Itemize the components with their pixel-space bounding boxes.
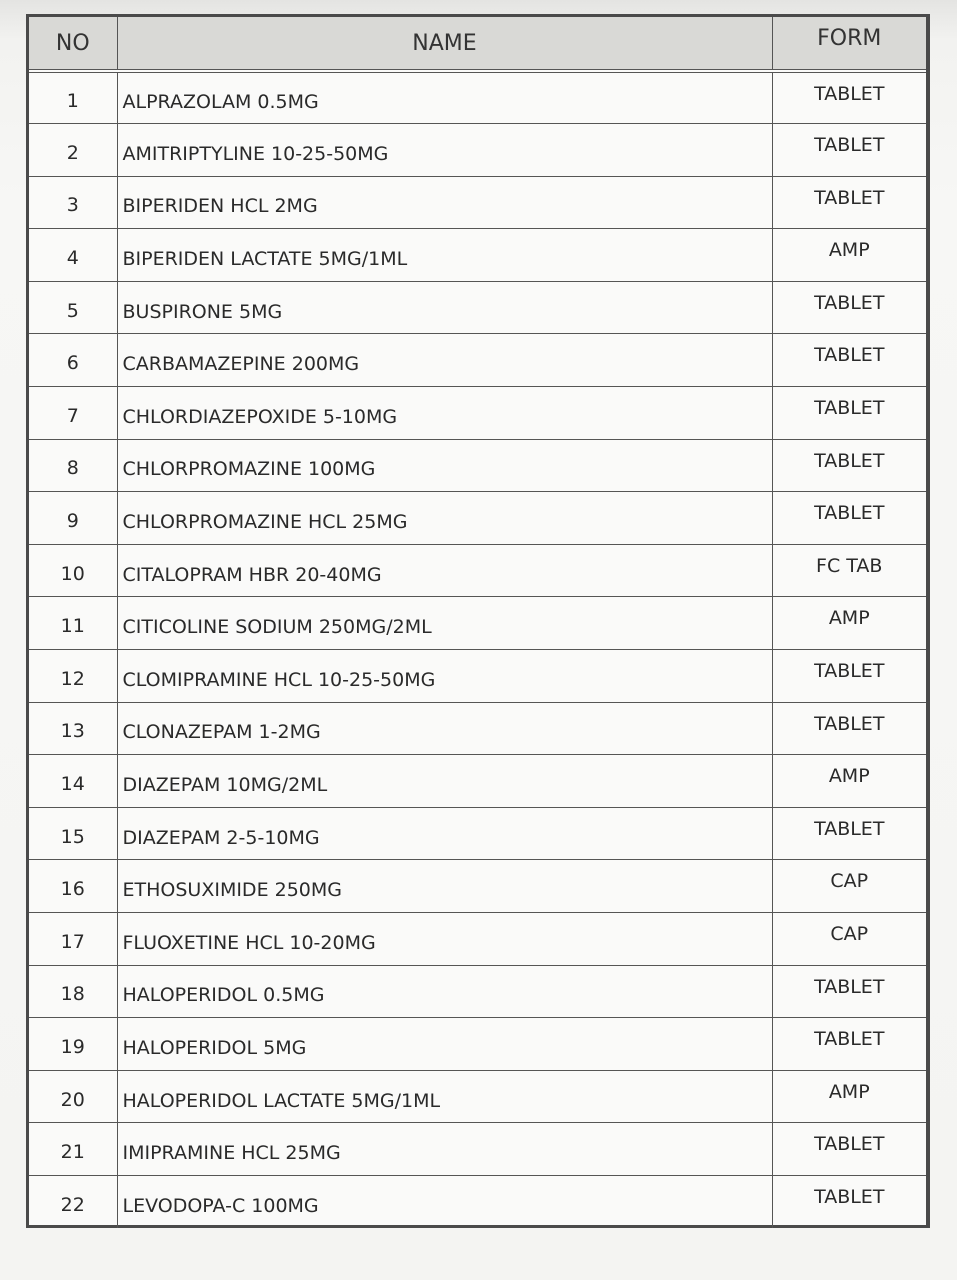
row-name: BUSPIRONE 5MG bbox=[117, 281, 772, 334]
row-form: CAP bbox=[772, 860, 926, 913]
row-no: 2 bbox=[29, 124, 117, 177]
header-row bbox=[29, 17, 926, 71]
row-no: 16 bbox=[29, 860, 117, 913]
row-form: TABLET bbox=[772, 807, 926, 860]
row-name: AMITRIPTYLINE 10-25-50MG bbox=[117, 124, 772, 177]
row-name: CITALOPRAM HBR 20-40MG bbox=[117, 544, 772, 597]
table-row bbox=[29, 1018, 926, 1071]
table-row bbox=[29, 702, 926, 755]
row-no: 3 bbox=[29, 176, 117, 229]
table-row bbox=[29, 860, 926, 913]
medication-table bbox=[29, 17, 926, 1228]
table-row bbox=[29, 755, 926, 808]
row-no: 20 bbox=[29, 1070, 117, 1123]
row-form: TABLET bbox=[772, 439, 926, 492]
row-form: TABLET bbox=[772, 1018, 926, 1071]
row-name: BIPERIDEN LACTATE 5MG/1ML bbox=[117, 229, 772, 282]
table-row bbox=[29, 334, 926, 387]
row-name: ETHOSUXIMIDE 250MG bbox=[117, 860, 772, 913]
row-name: IMIPRAMINE HCL 25MG bbox=[117, 1123, 772, 1176]
header-no: NO bbox=[29, 17, 117, 71]
row-name: CHLORPROMAZINE 100MG bbox=[117, 439, 772, 492]
table-row bbox=[29, 1175, 926, 1228]
row-form: TABLET bbox=[772, 702, 926, 755]
table-row bbox=[29, 281, 926, 334]
row-form: TABLET bbox=[772, 1175, 926, 1228]
row-name: CHLORPROMAZINE HCL 25MG bbox=[117, 492, 772, 545]
table-header bbox=[29, 17, 926, 71]
row-no: 17 bbox=[29, 913, 117, 966]
row-no: 15 bbox=[29, 807, 117, 860]
row-no: 8 bbox=[29, 439, 117, 492]
row-no: 6 bbox=[29, 334, 117, 387]
row-form: FC TAB bbox=[772, 544, 926, 597]
row-name: CLONAZEPAM 1-2MG bbox=[117, 702, 772, 755]
table-row bbox=[29, 544, 926, 597]
row-name: DIAZEPAM 10MG/2ML bbox=[117, 755, 772, 808]
row-form: TABLET bbox=[772, 334, 926, 387]
row-form: TABLET bbox=[772, 650, 926, 703]
table-row bbox=[29, 71, 926, 124]
table-row bbox=[29, 965, 926, 1018]
row-no: 7 bbox=[29, 387, 117, 440]
row-form: TABLET bbox=[772, 965, 926, 1018]
table-row bbox=[29, 597, 926, 650]
row-name: CARBAMAZEPINE 200MG bbox=[117, 334, 772, 387]
row-name: CLOMIPRAMINE HCL 10-25-50MG bbox=[117, 650, 772, 703]
header-name: NAME bbox=[117, 17, 772, 71]
table-row bbox=[29, 650, 926, 703]
row-name: FLUOXETINE HCL 10-20MG bbox=[117, 913, 772, 966]
table-row bbox=[29, 176, 926, 229]
row-no: 21 bbox=[29, 1123, 117, 1176]
row-form: TABLET bbox=[772, 124, 926, 177]
row-form: AMP bbox=[772, 755, 926, 808]
row-no: 10 bbox=[29, 544, 117, 597]
row-form: CAP bbox=[772, 913, 926, 966]
row-no: 12 bbox=[29, 650, 117, 703]
row-name: LEVODOPA-C 100MG bbox=[117, 1175, 772, 1228]
row-form: TABLET bbox=[772, 176, 926, 229]
table-row bbox=[29, 124, 926, 177]
row-form: TABLET bbox=[772, 387, 926, 440]
row-name: CHLORDIAZEPOXIDE 5-10MG bbox=[117, 387, 772, 440]
row-name: BIPERIDEN HCL 2MG bbox=[117, 176, 772, 229]
row-no: 13 bbox=[29, 702, 117, 755]
table-row bbox=[29, 807, 926, 860]
row-form: AMP bbox=[772, 597, 926, 650]
row-no: 11 bbox=[29, 597, 117, 650]
row-no: 14 bbox=[29, 755, 117, 808]
row-no: 22 bbox=[29, 1175, 117, 1228]
row-form: TABLET bbox=[772, 71, 926, 124]
row-name: HALOPERIDOL LACTATE 5MG/1ML bbox=[117, 1070, 772, 1123]
row-no: 18 bbox=[29, 965, 117, 1018]
header-form: FORM bbox=[772, 17, 926, 71]
row-name: HALOPERIDOL 0.5MG bbox=[117, 965, 772, 1018]
row-name: HALOPERIDOL 5MG bbox=[117, 1018, 772, 1071]
row-name: CITICOLINE SODIUM 250MG/2ML bbox=[117, 597, 772, 650]
row-no: 5 bbox=[29, 281, 117, 334]
table-row bbox=[29, 1123, 926, 1176]
row-name: DIAZEPAM 2-5-10MG bbox=[117, 807, 772, 860]
row-form: AMP bbox=[772, 229, 926, 282]
row-no: 1 bbox=[29, 71, 117, 124]
table-row bbox=[29, 492, 926, 545]
table-row bbox=[29, 1070, 926, 1123]
table-row bbox=[29, 387, 926, 440]
row-form: AMP bbox=[772, 1070, 926, 1123]
medication-table-frame bbox=[26, 14, 930, 1228]
row-form: TABLET bbox=[772, 1123, 926, 1176]
row-form: TABLET bbox=[772, 492, 926, 545]
row-no: 4 bbox=[29, 229, 117, 282]
table-row bbox=[29, 229, 926, 282]
row-name: ALPRAZOLAM 0.5MG bbox=[117, 71, 772, 124]
table-body bbox=[29, 71, 926, 1228]
table-row bbox=[29, 913, 926, 966]
row-no: 9 bbox=[29, 492, 117, 545]
row-no: 19 bbox=[29, 1018, 117, 1071]
table-row bbox=[29, 439, 926, 492]
row-form: TABLET bbox=[772, 281, 926, 334]
